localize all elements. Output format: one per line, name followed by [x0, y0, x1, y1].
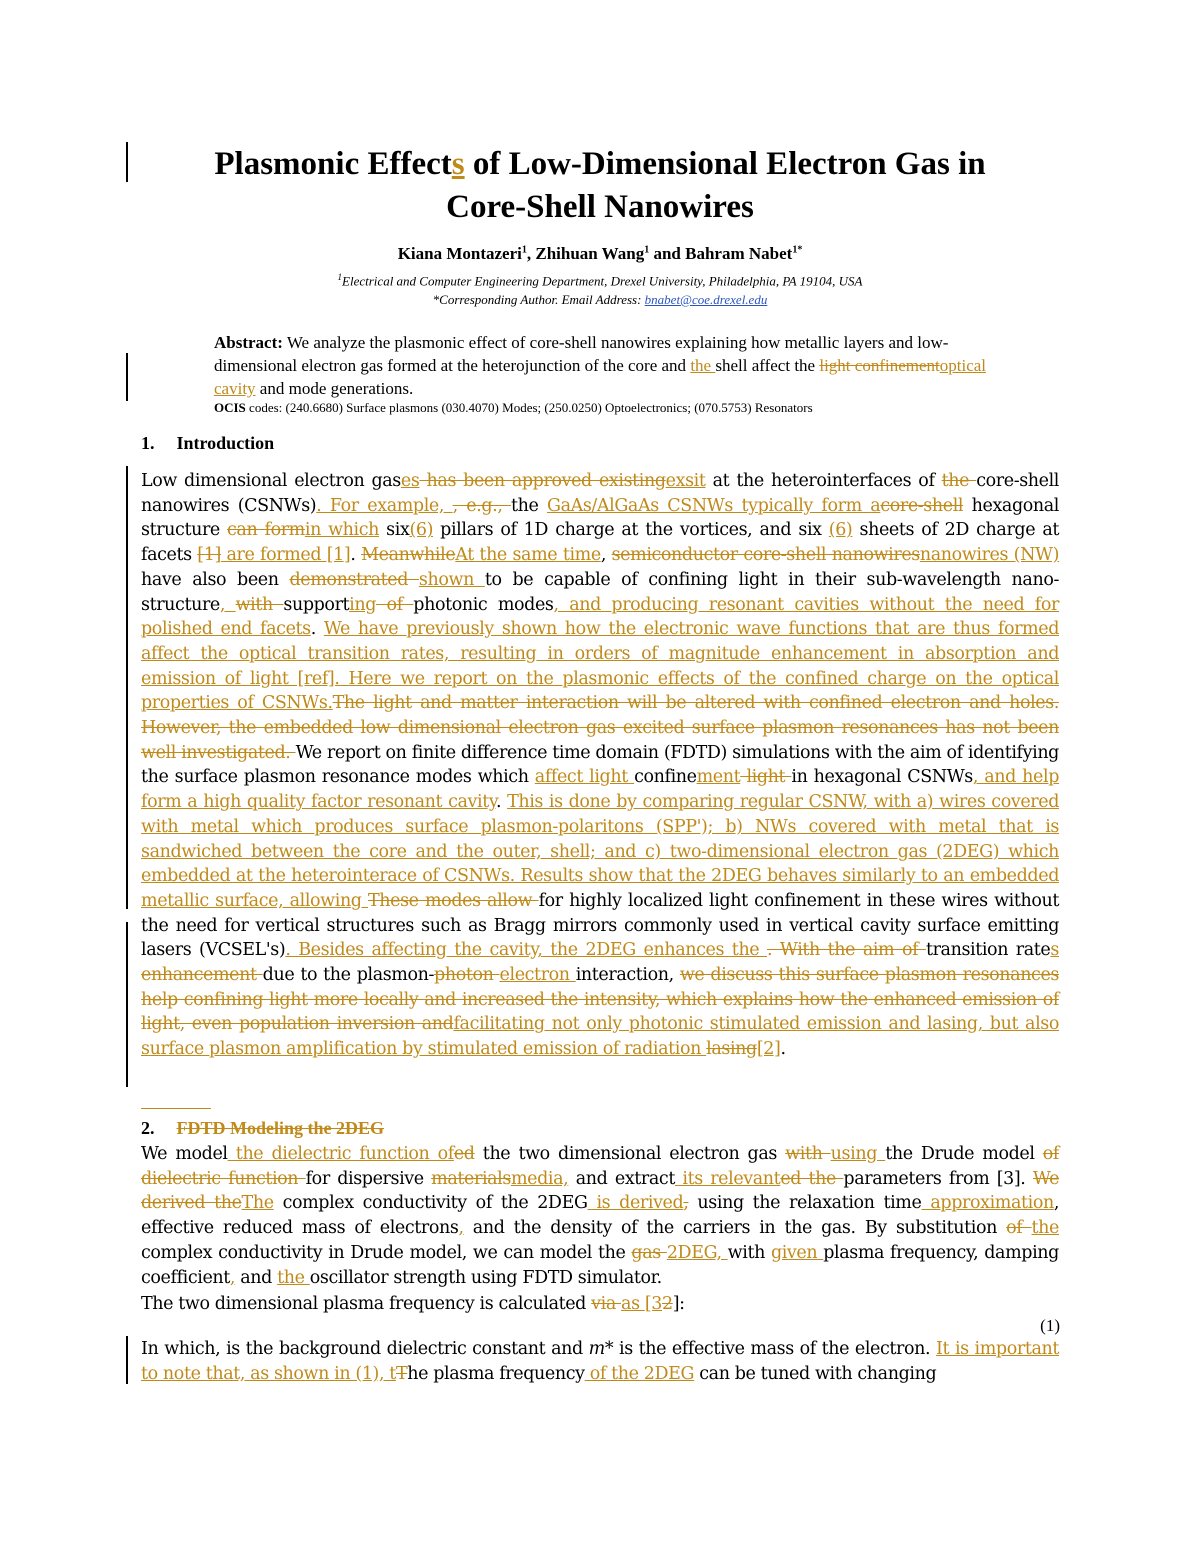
author-list: Kiana Montazeri$^1$, Zhihuan Wang$^1$ and Bahram Nabet$^{1*}$	[397, 244, 803, 263]
corresponding-author: *Corresponding Author. Email Address: bnabet@coe.drexel.edu	[432, 292, 768, 307]
introduction-paragraph: Low dimensional electron gases has been approved existingexsit at the heterointerfaces of the core-shell nanowires (CSNWs). For example, , e.g., the GaAs/AlGaAs CSNWs typically form acore-shell hexagonal structure can formin which six(6) pillars of 1D charge at the vortices, and six (6) sheets of 2D charge at facets [1] are formed [1]. MeanwhileAt the same time, semiconductor core-shell nanowiresnanowires (NW) have also been demonstrated shown to be capable of confining light in their sub-wavelength nano-structure, with supporting of photonic modes, and producing resonant cavities without the need for polished end facets. We have previously shown how the electronic wave functions that are thus formed affect the optical transition rates, resulting in orders of magnitude enhancement in absorption and emission of light [ref]. Here we report on the plasmonic effects of the confined charge on the optical properties of CSNWs.The light and matter interaction will be altered with confined electron and holes. However, the embedded low dimensional electron gas excited surface plasmon resonances has not been well investigated. We report on finite difference time domain (FDTD) simulations with the aim of identifying the surface plasmon resonance modes which affect light confinement light in hexagonal CSNWs, and help form a high quality factor resonant cavity. This is done by comparing regular CSNW, with a) wires covered with metal which produces surface plasmon-polaritons (SPP'); b) NWs covered with metal that is sandwiched between the core and the outer, shell; and c) two-dimensional electron gas (2DEG) which embedded at the heterointerace of CSNWs. Results show that the 2DEG behaves similarly to an embedded metallic surface, allowing These modes allow for highly localized light confinement in these wires without the need for vertical structures such as Bragg mirrors commonly used in vertical cavity surface emitting lasers (VCSEL's). Besides affecting the cavity, the 2DEG enhances the . With the aim of transition rates enhancement due to the plasmon-photon electron interaction, we discuss this surface plasmon resonances help confining light more locally and increased the intensity, which explains how the enhanced emission of light, even population inversion andfacilitating not only photonic stimulated emission and lasing, but also surface plasmon amplification by stimulated emission of radiation lasing[2].	[141, 471, 1060, 1060]
plasma-frequency-paragraph: In which, is the background dielectric constant and m* is the effective mass of the electron. It is important to note that, as shown in (1), tThe plasma frequency of the 2DEG can be tuned with changing	[141, 1339, 1059, 1384]
divider	[141, 1108, 211, 1109]
change-bar-abstract	[126, 353, 128, 401]
change-bar-intro-2	[126, 922, 128, 1087]
section-heading-fdtd: 2. FDTD Modeling the 2DEG	[141, 1118, 385, 1138]
fdtd-paragraph: We model the dielectric function ofed the two dimensional electron gas with using the Drude model of dielectric function for dispersive materialsmedia, and extract its relevanted the parameters from [3]. We derived theThe complex conductivity of the 2DEG is derived, using the relaxation time approximation, effective reduced mass of electrons, and the density of the carriers in the gas. By substitution of the complex conductivity in Drude model, we can model the gas 2DEG, with given plasma frequency, damping coefficient, and the oscillator strength using FDTD simulator.	[141, 1144, 1060, 1288]
change-bar-fdtd	[126, 1336, 128, 1384]
affiliation: $^1$Electrical and Computer Engineering Department, Drexel University, Philadelphia, PA 19104, USA	[337, 272, 863, 289]
plasma-frequency-sentence: The two dimensional plasma frequency is calculated via as [32]:	[141, 1294, 685, 1314]
ocis-codes: OCIS codes: (240.6680) Surface plasmons (030.4070) Modes; (250.0250) Optoelectronics; (070.5753) Resonators	[214, 400, 813, 415]
email-link[interactable]: bnabet@coe.drexel.edu	[644, 292, 768, 307]
abstract: Abstract: We analyze the plasmonic effect of core-shell nanowires explaining how metallic layers and low-dimensional electron gas formed at the heterojunction of the core and the shell affect the light confinementoptical cavity and mode generations.	[214, 333, 987, 398]
change-bar-intro	[126, 466, 128, 909]
section-heading-introduction: 1. Introduction	[141, 433, 275, 453]
change-bar-title	[126, 142, 128, 182]
equation-number: (1)	[1040, 1316, 1060, 1335]
paper-title: Plasmonic Effects of Low-Dimensional Electron Gas in Core-Shell Nanowires	[214, 146, 986, 225]
